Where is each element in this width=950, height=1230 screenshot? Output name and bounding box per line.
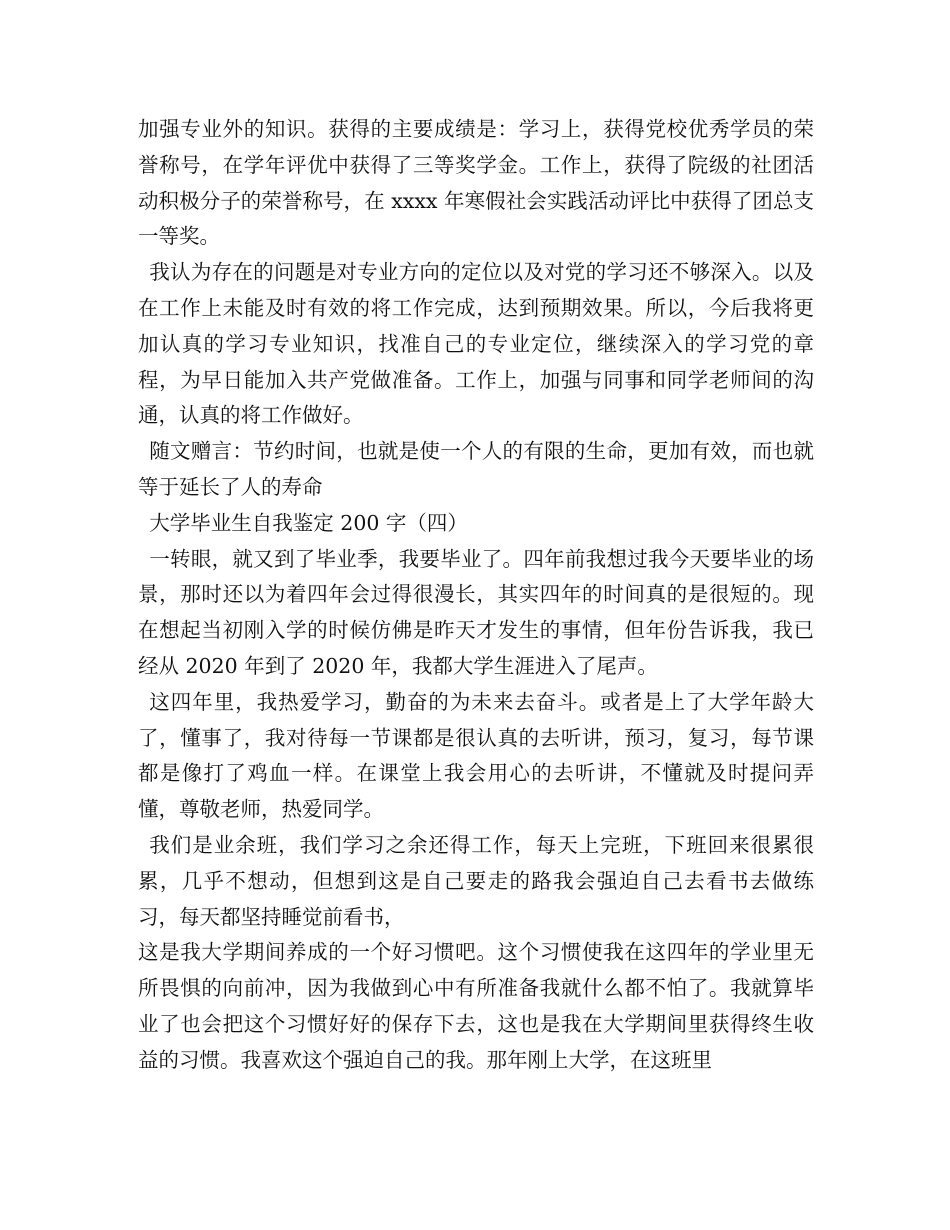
paragraph-achievements: 加强专业外的知识。获得的主要成绩是：学习上，获得党校优秀学员的荣誉称号，在学年评优中获得了三等奖学金。工作上，获得了院级的社团活动积极分子的荣誉称号，在 xxxx 年寒假社会实践活动评比中获得了团总支一等奖。 xyxy=(138,117,814,249)
section-heading: 大学毕业生自我鉴定 200 字（四） xyxy=(149,510,468,535)
paragraph-habit: 这是我大学期间养成的一个好习惯吧。这个习惯使我在这四年的学业里无所畏惧的向前冲，因为我做到心中有所准备我就什么都不怕了。我就算毕业了也会把这个习惯好好的保存下去，这也是我在大学期间里获得终生收益的习惯。我喜欢这个强迫自己的我。那年刚上大学，在这班里 xyxy=(138,940,814,1072)
paragraph-part-time: 我们是业余班，我们学习之余还得工作，每天上完班，下班回来很累很累，几乎不想动，但想到这是自己要走的路我会强迫自己去看书去做练习，每天都坚持睡觉前看书， xyxy=(138,832,814,929)
paragraph-study: 这四年里，我热爱学习，勤奋的为未来去奋斗。或者是上了大学年龄大了，懂事了，我对待每一节课都是很认真的去听讲，预习，复习，每节课都是像打了鸡血一样。在课堂上我会用心的去听讲，不懂就及时提问弄懂，尊敬老师，热爱同学。 xyxy=(138,689,814,822)
paragraph-graduation: 一转眼，就又到了毕业季，我要毕业了。四年前我想过我今天要毕业的场景，那时还以为着四年会过得很漫长，其实四年的时间真的是很短的。现在想起当初刚入学的时候仿佛是昨天才发生的事情，但年份告诉我，我已经从 2020 年到了 2020 年，我都大学生涯进入了尾声。 xyxy=(138,546,814,678)
document-page xyxy=(138,112,814,1079)
paragraph-problems: 我认为存在的问题是对专业方向的定位以及对党的学习还不够深入。以及在工作上未能及时有效的将工作完成，达到预期效果。所以，今后我将更加认真的学习专业知识，找准自己的专业定位，继续深入的学习党的章程，为早日能加入共产党做准备。工作上，加强与同事和同学老师间的沟通，认真的将工作做好。 xyxy=(138,260,814,428)
paragraph-quote: 随文赠言：节约时间，也就是使一个人的有限的生命，更加有效，而也就等于延长了人的寿命 xyxy=(138,439,814,499)
